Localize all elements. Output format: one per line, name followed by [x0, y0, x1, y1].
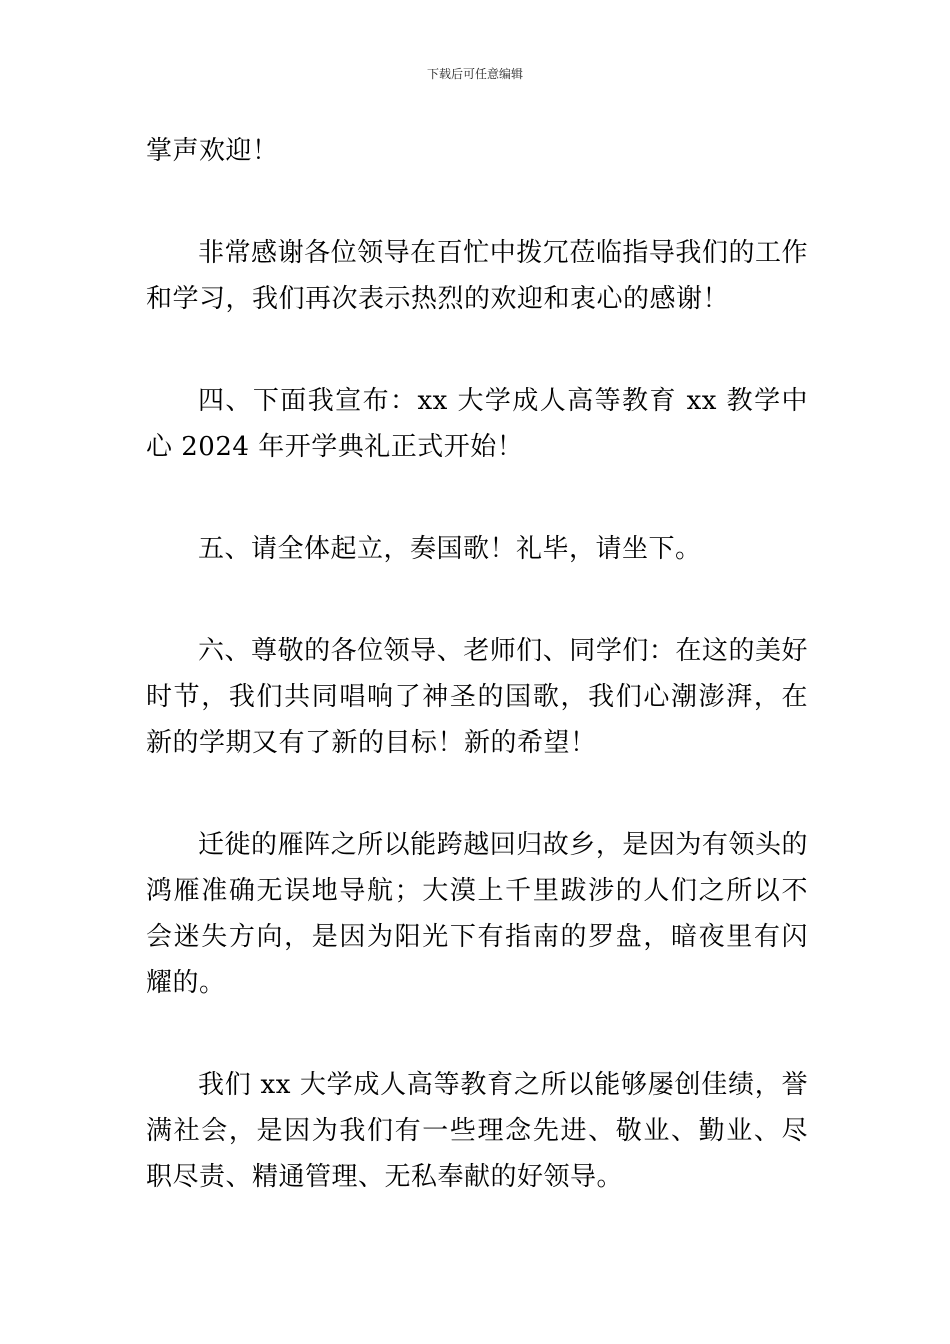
paragraph-anthem: 五、请全体起立，奏国歌！礼毕，请坐下。 [198, 534, 702, 564]
paragraph-thanks: 非常感谢各位领导在百忙中拨冗莅临指导我们的工作和学习，我们再次表示热烈的欢迎和衷心的感谢！ [146, 238, 808, 314]
paragraph-geese-metaphor: 迁徙的雁阵之所以能跨越回归故乡，是因为有领头的鸿雁准确无误地导航；大漠上千里跋涉的人们之所以不会迷失方向，是因为阳光下有指南的罗盘，暗夜里有闪耀的。 [146, 830, 808, 998]
page-header-note: 下载后可任意编辑 [426, 67, 523, 81]
paragraph-announcement: 四、下面我宣布：xx 大学成人高等教育 xx 教学中心 2024 年开学典礼正式开始！ [146, 386, 808, 462]
paragraph-applause: 掌声欢迎！ [146, 136, 279, 166]
paragraph-leadership: 我们 xx 大学成人高等教育之所以能够屡创佳绩，誉满社会，是因为我们有一些理念先进、敬业、勤业、尽职尽责、精通管理、无私奉献的好领导。 [146, 1070, 808, 1192]
paragraph-greeting: 六、尊敬的各位领导、老师们、同学们：在这的美好时节，我们共同唱响了神圣的国歌，我们心潮澎湃，在新的学期又有了新的目标！新的希望！ [146, 636, 808, 758]
document-body [146, 128, 808, 1200]
